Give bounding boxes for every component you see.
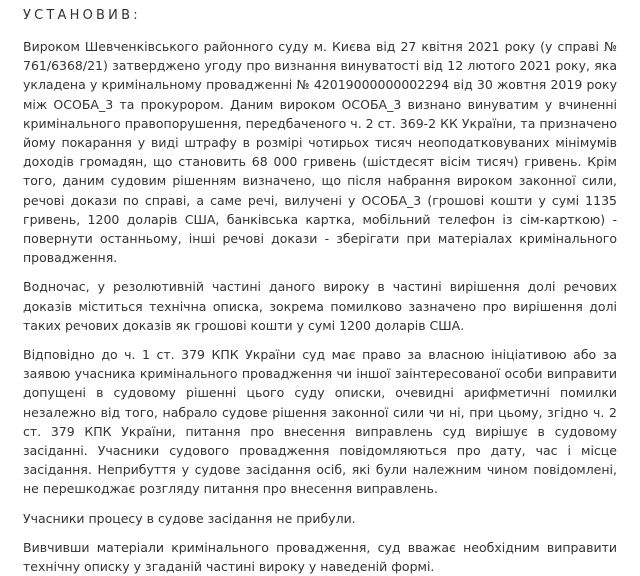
paragraph-verdict: Вироком Шевченківського районного суду м. Києва від 27 квітня 2021 року (у справі № 761/6368/21) затверджено угоду про визнання винуватості від 12 лютого 2021 року, яка укладена у кримінальному провадженні № 42019000000002294 від 30 жовтня 2019 року між ОСОБА_3 та прокурором. Даним вироком ОСОБА_3 визнано винуватим у вчиненні кримінального правопорушення, передбаченого ч. 2 ст. 369-2 КК України, та призначено йому покарання у виді штрафу в розмірі чотирьох тисяч неоподатковуваних мінімумів доходів громадян, що становить 68 000 гривень (шістдесят вісім тисяч) гривень. Крім того, даним судовим рішенням визначено, що після набрання вироком законної сили, речові докази по справі, а саме речі, вилучені у ОСОБА_3 (грошові кошти у сумі 1135 гривень, 1200 доларів США, банківська картка, мобільний телефон із сім-карткою) - повернути останньому, інші речові докази - зберігати при матеріалах кримінального провадження. — [23, 39, 617, 266]
paragraph-legal-basis: Відповідно до ч. 1 ст. 379 КПК України суд має право за власною ініціативою або за заявою учасника кримінального провадження чи іншої заінтересованої особи виправити допущені в судовому рішенні цього суду описки, очевидні арифметичні помилки незалежно від того, набрало судове рішення законної сили чи ні, при цьому, згідно ч. 2 ст. 379 КПК України, питання про внесення виправлень суд вирішує в судовому засіданні. Учасники судового провадження повідомляються про дату, час і місце засідання. Неприбуття у судове засідання осіб, які були належним чином повідомлені, не перешкоджає розгляду питання про внесення виправлень. — [23, 347, 617, 497]
paragraph-conclusion: Вивчивши матеріали кримінального провадження, суд вважає необхідним виправити технічну описку у згаданій частині вироку у наведеній формі. — [23, 539, 617, 575]
paragraph-clerical-error: Водночас, у резолютивній частині даного вироку в частині вирішення долі речових доказів міститься технічна описка, зокрема помилково зазначено про вирішення долі таких речових доказів як грошові кошти у сумі 1200 доларів США. — [23, 279, 617, 333]
section-heading: УСТАНОВИВ: — [23, 8, 141, 23]
paragraph-attendance: Учасники процесу в судове засідання не прибули. — [23, 510, 356, 526]
